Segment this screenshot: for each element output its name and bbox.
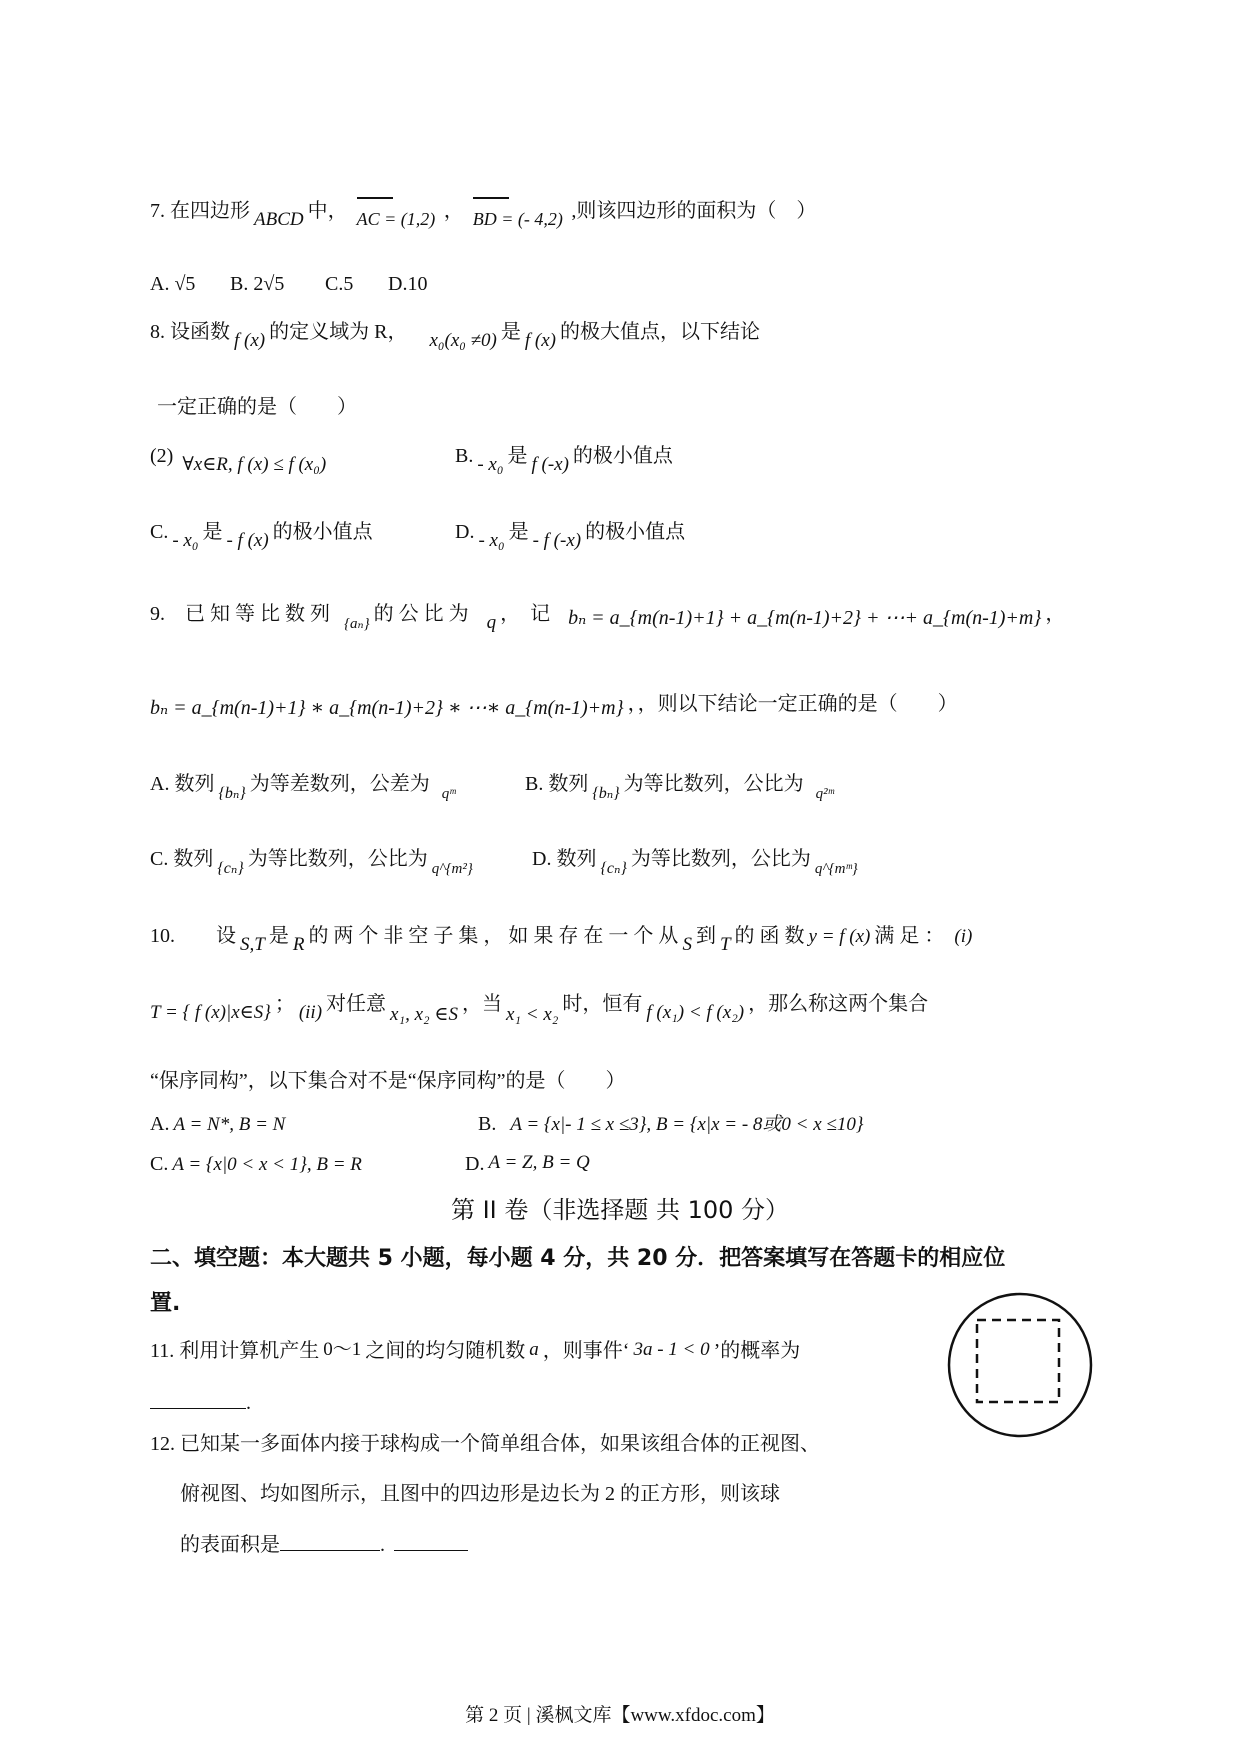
q10-opt-c-label: C. <box>150 1153 169 1175</box>
q8-opt-b-t1: 是 <box>507 445 528 467</box>
q8-math-fx: f (x) <box>234 330 266 351</box>
q10-m5: y = f (x) <box>808 926 871 947</box>
q7-option-c: C.5 <box>325 273 354 295</box>
q7-vec-bd-wrap <box>473 205 563 233</box>
q10-l2-m1: T = { f (x)|x∈S} <box>150 1002 271 1023</box>
vector-arrow-icon <box>473 197 509 199</box>
section-title: 第 II 卷（非选择题 共 100 分） <box>450 1196 790 1224</box>
q10-opt-a-math: A = N*, B = N <box>173 1114 286 1135</box>
q10-opt-d-label: D. <box>465 1153 485 1175</box>
q7-option-d: D.10 <box>388 273 428 295</box>
q11-blank-end: . <box>246 1392 251 1414</box>
q9-stem-line2 <box>150 690 958 718</box>
q9-opt-b-text: 为等比数列，公比为 <box>623 773 804 795</box>
q7-comma: ， <box>443 200 464 222</box>
q9-opt-c-label: C. 数列 <box>150 848 214 870</box>
q10-stem-line3: “保序同构”，以下集合对不是“保序同构”的是（ ） <box>150 1070 626 1092</box>
q8-option-c <box>150 518 373 551</box>
q8-option-b <box>455 442 673 475</box>
q7-text-a: 7. 在四边形 <box>150 200 250 222</box>
q12-stem-line3 <box>180 1530 468 1559</box>
q9-math-bn-sum: bₙ = a_{m(n-1)+1} + a_{m(n-1)+2} + ⋯+ a_{m(n-1)+m} <box>568 607 1042 629</box>
q10-num: 10. <box>150 925 175 947</box>
q11-t2: 之间的均匀随机数 <box>365 1340 526 1362</box>
q12-stem-line2: 俯视图、均如图所示，且图中的四边形是边长为 2 的正方形，则该球 <box>180 1483 780 1505</box>
q11-t1: 11. 利用计算机产生 <box>150 1340 320 1362</box>
q8-opt-c-m1: - x₀ <box>172 530 199 551</box>
q8-opt-d-m2: - f (-x) <box>532 530 582 551</box>
q10-t5: 的 函 数 <box>734 925 805 947</box>
q11-m2: a <box>529 1339 539 1360</box>
q10-option-d <box>465 1150 594 1179</box>
q9-opt-a-q: qᵐ <box>441 786 456 802</box>
q9-opt-d-q: q^{mᵐ} <box>814 861 858 877</box>
q10-option-a <box>150 1110 289 1139</box>
q8-opt-b-m2: f (-x) <box>531 454 569 475</box>
q10-m6: (i) <box>954 926 973 947</box>
q8-option-d <box>455 518 686 551</box>
q7-vector-ac <box>357 209 440 229</box>
q9-text-c: ， 记 <box>500 603 551 625</box>
q9-comma2: ， <box>627 693 638 715</box>
q8-opt-c-t1: 是 <box>202 521 223 543</box>
q8-opt-a-label: (2) <box>150 445 174 467</box>
q10-opt-b-math: A = {x|- 1 ≤ x ≤3}, B = {x|x = - 8或0 < x ≤10} <box>510 1114 864 1135</box>
q8-opt-b-m1: - x₀ <box>477 454 504 475</box>
q10-t2: 是 <box>268 925 289 947</box>
q9-opt-c-q: q^{m²} <box>431 861 473 877</box>
q11-m3: 3a - 1 < 0 <box>633 1339 710 1360</box>
q10-opt-a-label: A. <box>150 1113 170 1135</box>
q10-t3: 的 两 个 非 空 子 集 ， 如 果 存 在 一 个 从 <box>308 925 679 947</box>
q9-option-c <box>150 845 477 875</box>
q10-t4: 到 <box>695 925 716 947</box>
q10-l2-m5: f (x₁) < f (x₂) <box>646 1002 745 1023</box>
q11-answer-line <box>150 1388 251 1417</box>
q9-opt-a-text: 为等差数列，公差为 <box>249 773 430 795</box>
q8-opt-c-m2: - f (x) <box>226 530 269 551</box>
q9-opt-c-math: {cₙ} <box>217 860 244 877</box>
q10-t6: 满 足 ： <box>874 925 945 947</box>
q8-math-x0: x₀(x₀ ≠0) <box>429 330 497 351</box>
q9-opt-d-text: 为等比数列，公比为 <box>630 848 811 870</box>
section-heading-line2: 置. <box>150 1291 181 1316</box>
q12-blank-extra[interactable] <box>394 1530 468 1551</box>
q10-m4: T <box>719 934 731 955</box>
q9-text-b: 的 公 比 为 <box>373 603 469 625</box>
q9-text-a: 9. 已 知 等 比 数 列 <box>150 603 330 625</box>
q7-text-c: ,则该四边形的面积为（ ） <box>571 200 817 222</box>
q10-m3: S <box>682 934 692 955</box>
q10-option-c <box>150 1150 366 1179</box>
q8-opt-d-m1: - x₀ <box>478 530 505 551</box>
q9-option-b <box>525 770 838 800</box>
q10-l2-t2: 对任意 <box>326 993 387 1015</box>
q9-comma: ， <box>1045 603 1066 625</box>
q7-vec-bd-text: BD = (- 4,2) <box>472 209 563 229</box>
q10-l2-t3: ，当 <box>461 993 502 1015</box>
q7-math-abcd: ABCD <box>254 209 304 230</box>
q8-text-a: 8. 设函数 <box>150 321 230 343</box>
q7-vec-ac-wrap <box>357 205 436 233</box>
q10-m2: R <box>292 934 305 955</box>
q9-opt-a-label: A. 数列 <box>150 773 215 795</box>
q8-math-fx2: f (x) <box>524 330 557 351</box>
q10-opt-b-label: B. <box>478 1113 497 1135</box>
q8-stem-line2: 一定正确的是（ ） <box>157 396 357 418</box>
q8-opt-d-t2: 的极小值点 <box>585 521 686 543</box>
q9-math-bn-prod: bₙ = a_{m(n-1)+1} ∗ a_{m(n-1)+2} ∗ ⋯∗ a_{m(n-1)+m} <box>150 697 624 719</box>
q9-opt-c-text: 为等比数列，公比为 <box>247 848 428 870</box>
q8-opt-c-t2: 的极小值点 <box>272 521 373 543</box>
q9-opt-d-label: D. 数列 <box>532 848 597 870</box>
q10-opt-d-math: A = Z, B = Q <box>488 1152 590 1173</box>
q9-option-d <box>532 845 862 875</box>
q8-opt-b-label: B. <box>455 445 474 467</box>
q7-option-a: A. √5 <box>150 273 196 295</box>
q8-option-a <box>150 442 330 475</box>
inscribed-square <box>977 1320 1059 1402</box>
q12-text: 的表面积是 <box>180 1534 280 1556</box>
q9-option-a <box>150 770 460 800</box>
page-footer: 第 2 页 | 溪枫文库【www.xfdoc.com】 <box>465 1705 775 1726</box>
q9-math-an: {aₙ} <box>344 616 370 632</box>
q10-l2-m4: x₁ < x₂ <box>505 1004 559 1025</box>
q10-l2-t4: 时，恒有 <box>562 993 643 1015</box>
q11-blank[interactable] <box>150 1388 246 1409</box>
q9-opt-a-math: {bₙ} <box>218 785 246 802</box>
q9-opt-b-math: {bₙ} <box>592 785 620 802</box>
q10-m1: S,T <box>240 934 265 955</box>
q8-stem <box>150 318 761 351</box>
q9-math-q: q <box>486 612 497 633</box>
q7-stem <box>150 197 817 230</box>
q8-text-c: 是 <box>500 321 521 343</box>
vector-arrow-icon <box>357 197 393 199</box>
q8-opt-d-label: D. <box>455 521 475 543</box>
q11-stem <box>150 1337 800 1366</box>
q10-l2-t1: ； <box>274 993 295 1015</box>
section-heading: 二、填空题：本大题共 5 小题，每小题 4 分，共 20 分．把答案填写在答题卡的相应位 <box>150 1246 1006 1271</box>
q7-text-b: 中， <box>307 200 348 222</box>
q8-opt-b-t2: 的极小值点 <box>572 445 673 467</box>
sphere-view-figure <box>945 1290 1095 1440</box>
q10-opt-c-math: A = {x|0 < x < 1}, B = R <box>172 1154 362 1175</box>
q10-l2-m2: (ii) <box>298 1002 323 1023</box>
q8-text-d: 的极大值点，以下结论 <box>560 321 761 343</box>
q9-opt-b-q: q²ᵐ <box>815 786 834 802</box>
q11-m1: 0～1 <box>323 1339 362 1360</box>
q8-text-b: 的定义域为 R， <box>269 321 408 343</box>
q7-option-b: B. 2√5 <box>230 273 285 295</box>
q7-vector-bd <box>473 209 568 229</box>
q12-dot: . <box>380 1534 385 1556</box>
q10-stem <box>150 922 976 955</box>
q10-l2-t5: ，那么称这两个集合 <box>748 993 929 1015</box>
q8-opt-d-t1: 是 <box>508 521 529 543</box>
q8-opt-c-label: C. <box>150 521 169 543</box>
q10-option-b <box>478 1110 867 1139</box>
q8-opt-a-math: ∀x∈R, f (x) ≤ f (x₀) <box>182 454 327 475</box>
q9-stem <box>150 600 1066 633</box>
q10-t1: 设 <box>216 925 236 947</box>
q11-t3: ，则事件‘ <box>542 1340 630 1362</box>
q10-l2-m3: x₁, x₂ ∈S <box>390 1004 458 1025</box>
q12-blank[interactable] <box>280 1530 380 1551</box>
q9-opt-b-label: B. 数列 <box>525 773 589 795</box>
q11-t4: ’的概率为 <box>713 1340 801 1362</box>
q7-vec-ac-text: AC = (1,2) <box>356 209 436 229</box>
q12-stem-line1: 12. 已知某一多面体内接于球构成一个简单组合体，如果该组合体的正视图、 <box>150 1433 820 1455</box>
q9-text-d: ，则以下结论一定正确的是（ ） <box>637 693 958 715</box>
sphere-outline <box>949 1294 1091 1436</box>
q10-stem-line2 <box>150 990 929 1025</box>
q9-opt-d-math: {cₙ} <box>600 860 627 877</box>
